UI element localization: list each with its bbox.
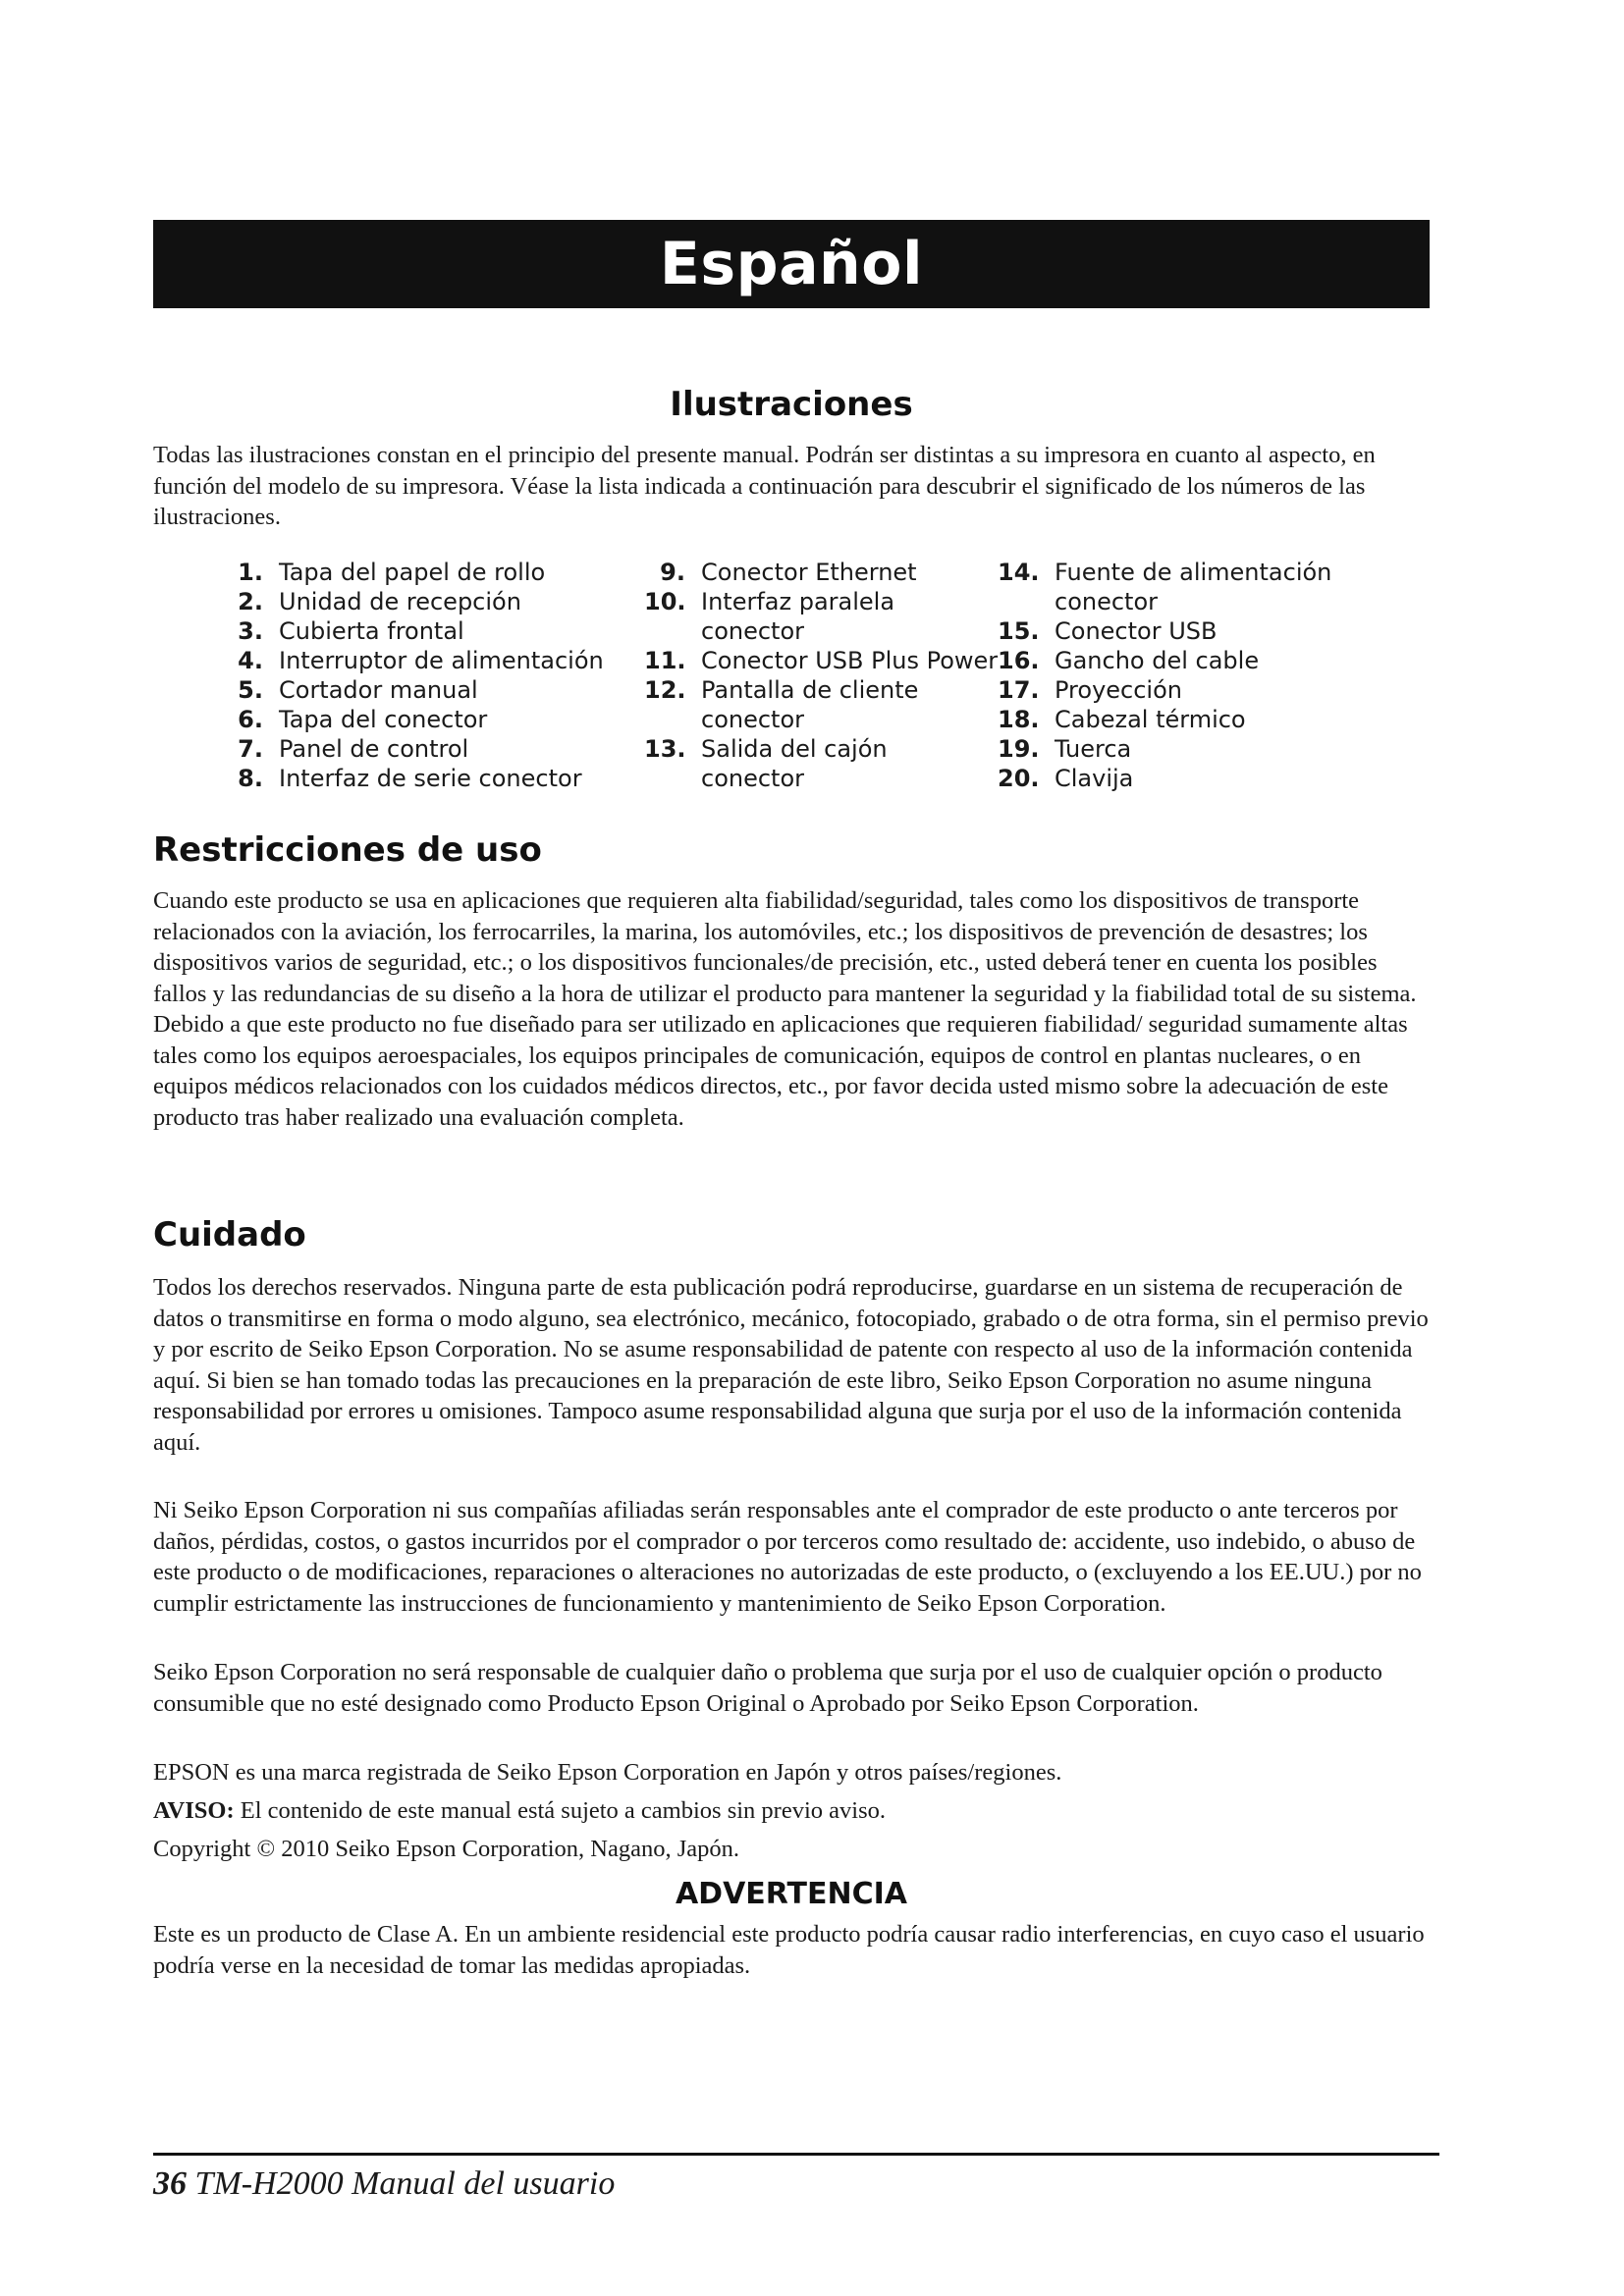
list-item: conector bbox=[701, 706, 805, 733]
caution-title: Cuidado bbox=[153, 1215, 306, 1255]
list-item: 20. Clavija bbox=[998, 765, 1134, 792]
caution-paragraph-2: Ni Seiko Epson Corporation ni sus compañías afiliadas serán responsables ante el comprador de este producto o ante terceros por daños, pérdidas, costos, o gastos incurridos por el comprador o por terceros como resultado de: accidente, uso indebido, o abuso de este producto o de modificaciones, reparaciones o alteraciones no autorizadas de este producto, o (excluyendo a los EE.UU.) por no cumplir estrictamente las instrucciones de funcionamiento y mantenimiento de Seiko Epson Corporation. bbox=[153, 1497, 1422, 1617]
list-item: 4. Interruptor de alimentación bbox=[238, 647, 604, 674]
parts-list-column-2 bbox=[644, 558, 998, 793]
page-number: 36 bbox=[153, 2165, 187, 2202]
list-item: 8. Interfaz de serie conector bbox=[238, 765, 582, 792]
list-item: 9. Conector Ethernet bbox=[660, 559, 917, 586]
list-item: conector bbox=[701, 617, 805, 645]
notice-text: El contenido de este manual está sujeto a cambios sin previo aviso. bbox=[234, 1797, 886, 1824]
list-item: 6. Tapa del conector bbox=[238, 706, 488, 733]
list-item: 1. Tapa del papel de rollo bbox=[238, 559, 546, 586]
warning-text: Este es un producto de Clase A. En un ambiente residencial este producto podría causar radio interferencias, en cuyo caso el usuario podría verse en la necesidad de tomar las medidas apropiadas. bbox=[153, 1921, 1425, 1979]
list-item: conector bbox=[701, 765, 805, 792]
parts-list-column-1 bbox=[222, 558, 604, 793]
list-item: 15. Conector USB bbox=[998, 617, 1218, 645]
list-item: 16. Gancho del cable bbox=[998, 647, 1260, 674]
page-footer bbox=[153, 2165, 615, 2203]
trademark-note: EPSON es una marca registrada de Seiko Epson Corporation en Japón y otros países/regiones. bbox=[153, 1759, 1062, 1786]
list-item: 19. Tuerca bbox=[998, 735, 1132, 763]
copyright-line: Copyright © 2010 Seiko Epson Corporation, Nagano, Japón. bbox=[153, 1836, 740, 1862]
caution-paragraph-3: Seiko Epson Corporation no será responsable de cualquier daño o problema que surja por el uso de cualquier opción o producto consumible que no esté designado como Producto Epson Original o Aprobado por Seiko Epson Corporation. bbox=[153, 1659, 1382, 1717]
parts-list-column-3 bbox=[998, 558, 1331, 793]
warning-title: ADVERTENCIA bbox=[675, 1877, 908, 1911]
restrictions-title: Restricciones de uso bbox=[153, 830, 542, 870]
notice-label: AVISO: bbox=[153, 1797, 235, 1824]
illustrations-title: Ilustraciones bbox=[670, 385, 913, 424]
list-item: 13. Salida del cajón bbox=[644, 735, 888, 763]
list-item: 5. Cortador manual bbox=[238, 676, 478, 704]
footer-divider bbox=[153, 2153, 1439, 2156]
list-item: 12. Pantalla de cliente bbox=[644, 676, 919, 704]
language-banner: Español bbox=[153, 220, 1430, 308]
list-item: 10. Interfaz paralela bbox=[644, 588, 895, 615]
list-item: 18. Cabezal térmico bbox=[998, 706, 1246, 733]
list-item: 17. Proyección bbox=[998, 676, 1182, 704]
illustrations-intro: Todas las ilustraciones constan en el principio del presente manual. Podrán ser distintas a su impresora en cuanto al aspecto, en función del modelo de su impresora. Véase la lista indicada a continuación para descubrir el significado de los números de las ilustraciones. bbox=[153, 442, 1376, 530]
list-item: 7. Panel de control bbox=[238, 735, 469, 763]
list-item: 3. Cubierta frontal bbox=[238, 617, 464, 645]
list-item: 2. Unidad de recepción bbox=[238, 588, 521, 615]
list-item: 11. Conector USB Plus Power bbox=[644, 647, 999, 674]
list-item: conector bbox=[1055, 588, 1159, 615]
caution-paragraph-1: Todos los derechos reservados. Ninguna parte de esta publicación podrá reproducirse, guardarse en un sistema de recuperación de datos o transmitirse en forma o modo alguno, sea electrónico, mecánico, fotocopiado, grabado o de otra forma, sin el permiso previo y por escrito de Seiko Epson Corporation. No se asume responsabilidad de patente con respecto al uso de la información contenida aquí. Si bien se han tomado todas las precauciones en la preparación de este libro, Seiko Epson Corporation no asume ninguna responsabilidad por errores u omisiones. Tampoco asume responsabilidad alguna que surja por el uso de la información contenida aquí. bbox=[153, 1274, 1429, 1456]
notice-line bbox=[153, 1795, 1430, 1827]
manual-title: TM-H2000 Manual del usuario bbox=[194, 2165, 616, 2202]
restrictions-text: Cuando este producto se usa en aplicaciones que requieren alta fiabilidad/seguridad, tales como los dispositivos de transporte relacionados con la aviación, los ferrocarriles, la marina, los automóviles, etc.; los dispositivos de prevención de desastres; los dispositivos varios de seguridad, etc.; o los dispositivos funcionales/de precisión, etc., usted deberá tener en cuenta los posibles fallos y las redundancias de su diseño a la hora de utilizar el producto para mantener la seguridad y la fiabilidad total de su sistema. Debido a que este producto no fue diseñado para ser utilizado en aplicaciones que requieren fiabilidad/ seguridad sumamente altas tales como los equipos aeroespaciales, los equipos principales de comunicación, equipos de control en plantas nucleares, o en equipos médicos relacionados con los cuidados médicos directos, etc., por favor decida usted mismo sobre la adecuación de este producto tras haber realizado una evaluación completa. bbox=[153, 887, 1417, 1131]
list-item: 14. Fuente de alimentación bbox=[998, 559, 1332, 586]
